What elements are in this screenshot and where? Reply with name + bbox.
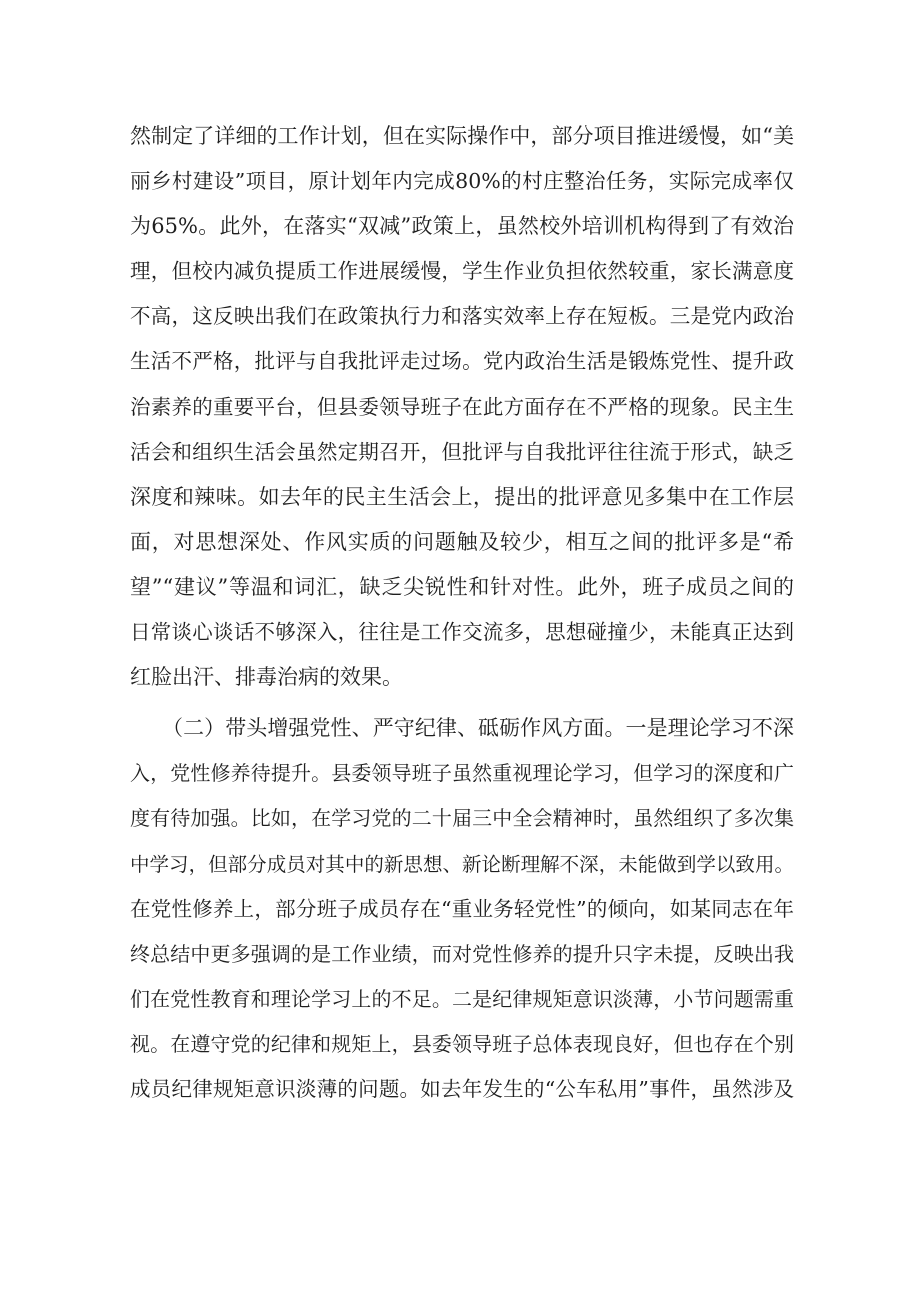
- text-line: 在党性修养上，部分班子成员存在“重业务轻党性”的倾向，如某同志在年: [130, 896, 794, 921]
- text-line: 为65%。此外，在落实“双减”政策上，虽然校外培训机构得到了有效治: [130, 214, 794, 239]
- text-line: 们在党性教育和理论学习上的不足。二是纪律规矩意识淡薄，小节问题需重: [130, 986, 794, 1011]
- text-line: 望”“建议”等温和词汇，缺乏尖锐性和针对性。此外，班子成员之间的: [130, 574, 794, 599]
- text-line: 然制定了详细的工作计划，但在实际操作中，部分项目推进缓慢，如“美: [130, 124, 794, 148]
- paragraph-1: [130, 114, 794, 700]
- text-line: 入，党性修养待提升。县委领导班子虽然重视理论学习，但学习的深度和广: [130, 761, 794, 786]
- text-line: 丽乡村建设”项目，原计划年内完成80%的村庄整治任务，实际完成率仅: [130, 169, 794, 194]
- text-line: 深度和辣味。如去年的民主生活会上，提出的批评意见多集中在工作层: [130, 484, 794, 509]
- document-body: [130, 114, 794, 1112]
- text-line: 生活不严格，批评与自我批评走过场。党内政治生活是锻炼党性、提升政: [130, 349, 794, 374]
- text-line: 成员纪律规矩意识淡薄的问题。如去年发生的“公车私用”事件，虽然涉及: [130, 1076, 794, 1101]
- text-line: 视。在遵守党的纪律和规矩上，县委领导班子总体表现良好，但也存在个别: [130, 1031, 794, 1056]
- text-line: 活会和组织生活会虽然定期召开，但批评与自我批评往往流于形式，缺乏: [130, 439, 794, 464]
- text-line: 度有待加强。比如，在学习党的二十届三中全会精神时，虽然组织了多次集: [130, 806, 794, 831]
- text-line: 红脸出汗、排毒治病的效果。: [130, 665, 403, 690]
- text-line: 不高，这反映出我们在政策执行力和落实效率上存在短板。三是党内政治: [130, 304, 794, 329]
- text-line: 终总结中更多强调的是工作业绩，而对党性修养的提升只字未提，反映出我: [130, 941, 794, 966]
- text-line: 中学习，但部分成员对其中的新思想、新论断理解不深，未能做到学以致用。: [130, 852, 794, 876]
- paragraph-2: [130, 706, 794, 1112]
- text-line: 理，但校内减负提质工作进展缓慢，学生作业负担依然较重，家长满意度: [130, 259, 794, 284]
- text-line: 治素养的重要平台，但县委领导班子在此方面存在不严格的现象。民主生: [130, 394, 794, 419]
- text-line: 面，对思想深处、作风实质的问题触及较少，相互之间的批评多是“希: [130, 529, 794, 554]
- text-line: 日常谈心谈话不够深入，往往是工作交流多，思想碰撞少，未能真正达到: [130, 620, 794, 645]
- text-line: （二）带头增强党性、严守纪律、砥砺作风方面。一是理论学习不深: [162, 716, 794, 741]
